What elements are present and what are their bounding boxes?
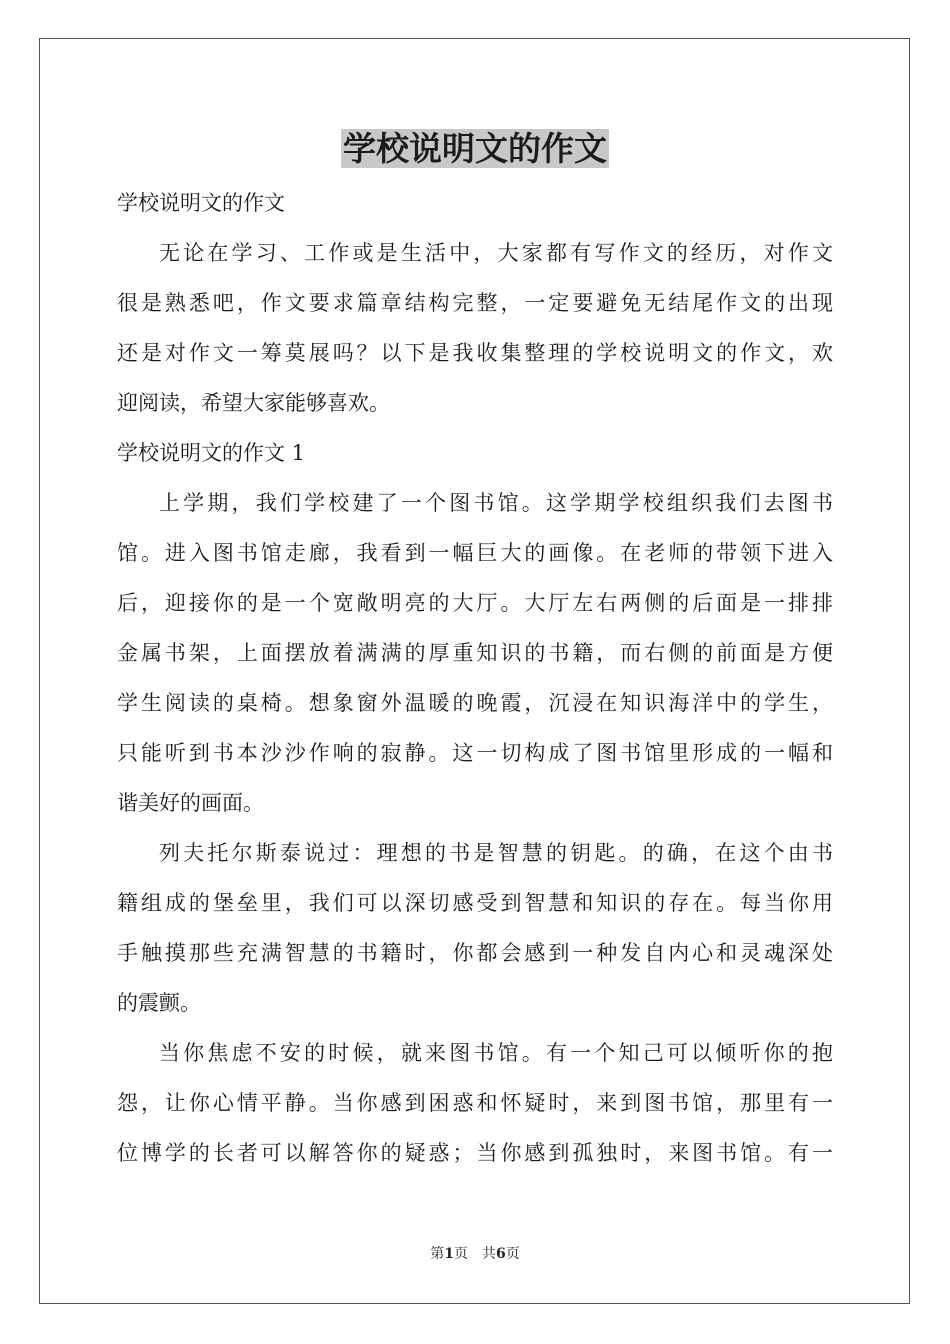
intro-paragraph (117, 228, 833, 428)
section-heading: 学校说明文的作文 1 (117, 441, 306, 465)
text-line: 很是熟悉吧，作文要求篇章结构完整，一定要避免无结尾作文的出现 (117, 291, 833, 315)
page-suffix: 页 (454, 1246, 468, 1262)
text-line: 谐美好的画面。 (117, 791, 264, 815)
text-line: 列夫托尔斯泰说过：理想的书是智慧的钥匙。的确，在这个由书 (159, 841, 833, 865)
body-paragraph-1 (117, 478, 833, 828)
text-line: 当你焦虑不安的时候，就来图书馆。有一个知己可以倾听你的抱 (159, 1041, 833, 1065)
document-title-text: 学校说明文的作文 (343, 129, 607, 168)
page-total: 6 (496, 1246, 506, 1262)
text-line: 上学期，我们学校建了一个图书馆。这学期学校组织我们去图书 (159, 491, 833, 515)
body-paragraph-3 (117, 1028, 833, 1178)
text-line: 位博学的长者可以解答你的疑惑；当你感到孤独时，来图书馆。有一 (117, 1141, 833, 1165)
text-line: 籍组成的堡垒里，我们可以深切感受到智慧和知识的存在。每当你用 (117, 891, 833, 915)
text-line: 馆。进入图书馆走廊，我看到一幅巨大的画像。在老师的带领下进入 (117, 541, 833, 565)
document-subtitle: 学校说明文的作文 (117, 191, 285, 215)
page-footer (0, 1244, 950, 1264)
text-line: 手触摸那些充满智慧的书籍时，你都会感到一种发自内心和灵魂深处 (117, 941, 833, 965)
text-line: 只能听到书本沙沙作响的寂静。这一切构成了图书馆里形成的一幅和 (117, 741, 833, 765)
text-line: 迎阅读，希望大家能够喜欢。 (117, 391, 390, 415)
text-line: 学生阅读的桌椅。想象窗外温暖的晚霞，沉浸在知识海洋中的学生， (117, 691, 833, 715)
document-body (117, 178, 833, 1178)
page-prefix: 第 (430, 1246, 445, 1262)
page-current: 1 (444, 1246, 454, 1262)
text-line: 无论在学习、工作或是生活中，大家都有写作文的经历，对作文 (159, 241, 833, 265)
text-line: 的震颤。 (117, 991, 201, 1015)
text-line: 还是对作文一筹莫展吗？以下是我收集整理的学校说明文的作文，欢 (117, 341, 833, 365)
total-prefix: 共 (482, 1246, 496, 1262)
text-line: 金属书架，上面摆放着满满的厚重知识的书籍，而右侧的前面是方便 (117, 641, 833, 665)
text-line: 后，迎接你的是一个宽敞明亮的大厅。大厅左右两侧的后面是一排排 (117, 591, 833, 615)
total-suffix: 页 (505, 1246, 520, 1262)
document-title (0, 124, 950, 174)
body-paragraph-2 (117, 828, 833, 1028)
text-line: 怨，让你心情平静。当你感到困惑和怀疑时，来到图书馆，那里有一 (117, 1091, 833, 1115)
